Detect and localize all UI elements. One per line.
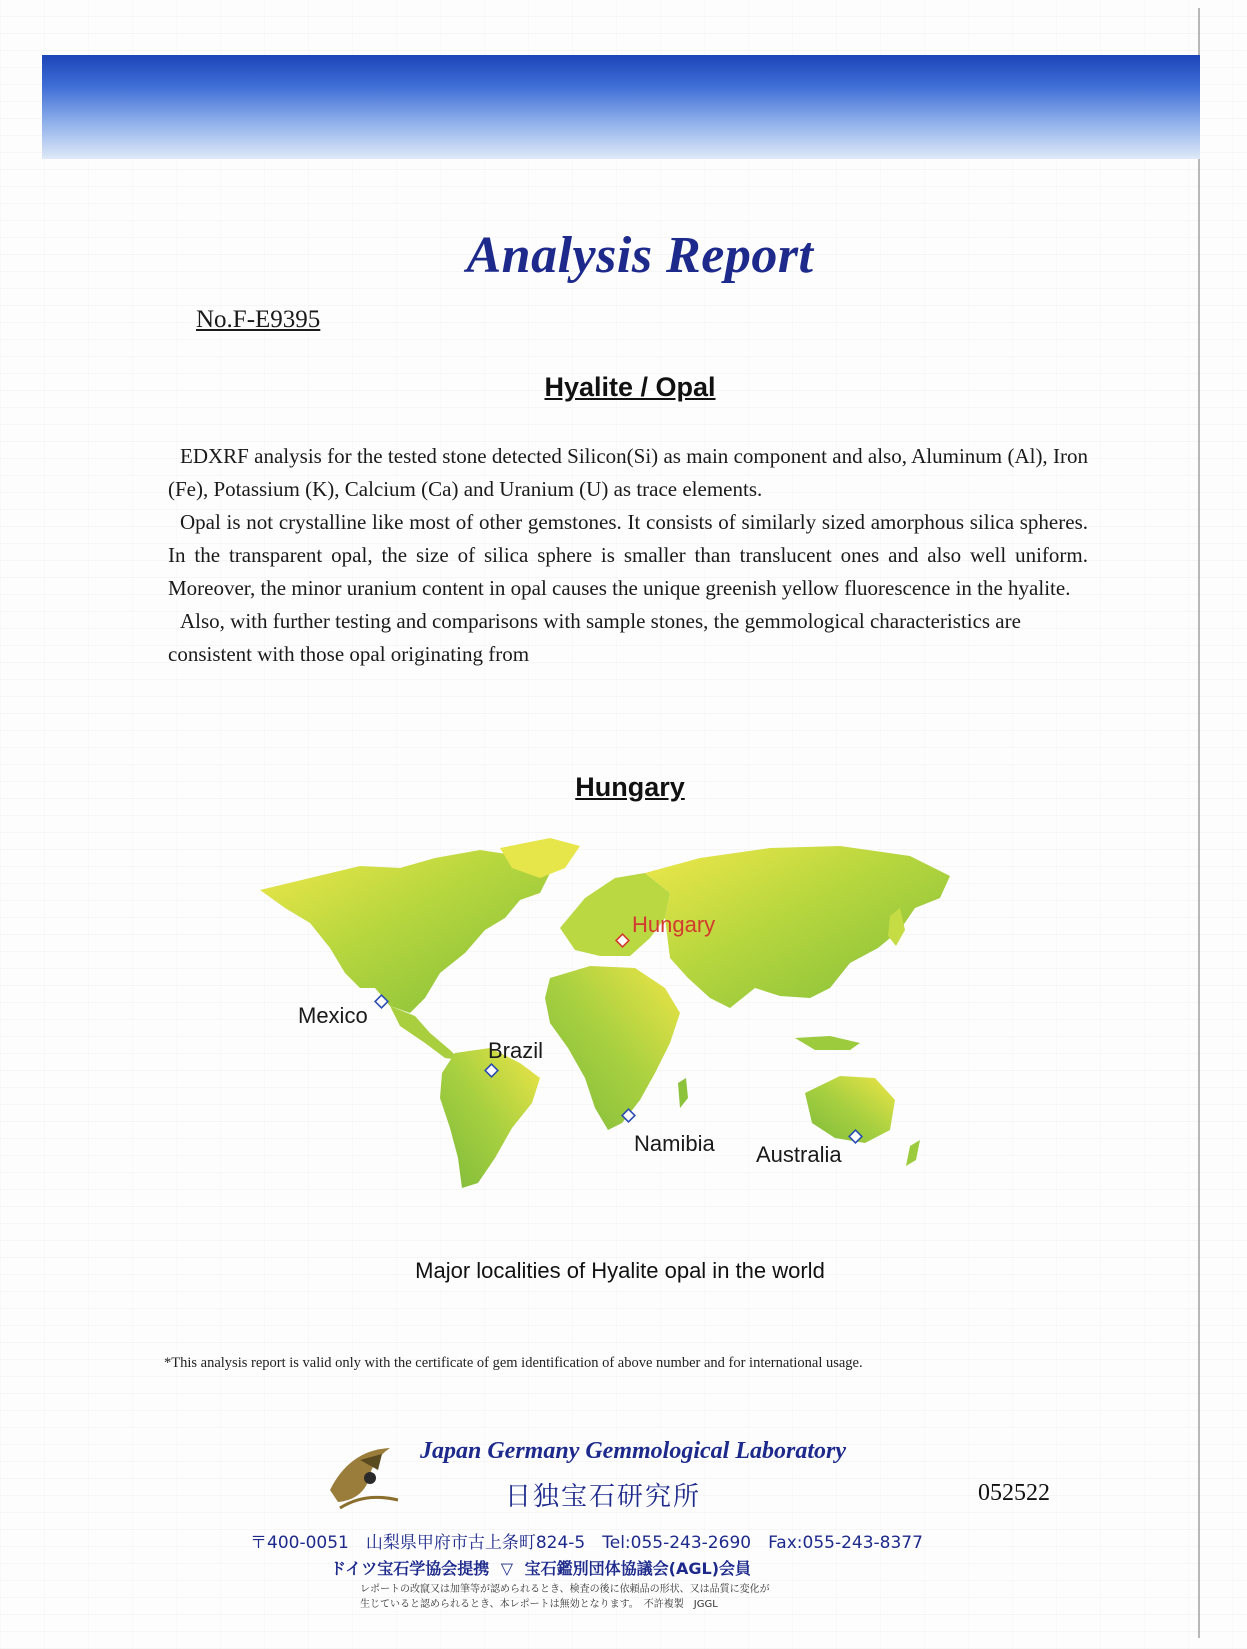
fineprint-line-1: レポートの改竄又は加筆等が認められるとき、検査の後に依頼品の形状、又は品質に変化が xyxy=(360,1584,770,1595)
lab-name-english: Japan Germany Gemmological Laboratory xyxy=(420,1438,846,1464)
paragraph-edxrf: EDXRF analysis for the tested stone detected Silicon(Si) as main component and also, Aluminum (Al), Iron (Fe), Potassium (K), Calcium (Ca) and Uranium (U) as trace elements. xyxy=(168,444,1088,501)
continent-indonesia xyxy=(795,1036,860,1050)
report-number: No.F-E9395 xyxy=(196,306,321,333)
continent-new-zealand xyxy=(906,1140,920,1166)
affiliation-agl-member: 宝石鑑別団体協議会(AGL)会員 xyxy=(524,1559,752,1578)
continent-australia xyxy=(805,1076,895,1143)
validity-disclaimer: *This analysis report is valid only with the certificate of gem identification of above number and for international usage. xyxy=(164,1355,863,1371)
lab-logo-icon xyxy=(320,1430,410,1520)
report-title: Analysis Report xyxy=(466,227,814,284)
label-mexico: Mexico xyxy=(298,1003,368,1028)
continent-madagascar xyxy=(678,1078,688,1108)
fineprint-line-2: 生じていると認められるとき、本レポートは無効となります。 不許複製 JGGL xyxy=(360,1599,718,1610)
fineprint-notice xyxy=(360,1582,920,1612)
page-edge-line xyxy=(1198,8,1200,1638)
label-australia: Australia xyxy=(756,1142,842,1167)
world-map xyxy=(250,838,970,1258)
world-map-graphic xyxy=(250,838,970,1258)
paragraph-structure: Opal is not crystalline like most of other gemstones. It consists of similarly sized amorphous silica spheres. In the transparent opal, the size of silica sphere is smaller than translucent ones and also well uniform. Moreover, the minor uranium content in opal causes the unique greenish yellow fluorescence in the hyalite. xyxy=(168,510,1088,600)
origin-country: Hungary xyxy=(575,772,685,802)
continent-central-america xyxy=(390,1006,460,1060)
continent-africa xyxy=(545,966,680,1130)
map-caption: Major localities of Hyalite opal in the world xyxy=(415,1258,825,1283)
analysis-text xyxy=(168,440,1088,671)
stone-identification: Hyalite / Opal xyxy=(544,372,716,402)
label-brazil: Brazil xyxy=(488,1038,544,1063)
paragraph-origin: Also, with further testing and comparisons with sample stones, the gemmological characteristics are consistent with those opal originating from xyxy=(168,609,1021,666)
lab-address: 〒400-0051 山梨県甲府市古上条町824-5 Tel:055-243-2690 Fax:055-243-8377 xyxy=(250,1533,923,1553)
label-hungary: Hungary xyxy=(632,912,716,937)
label-namibia: Namibia xyxy=(634,1131,715,1156)
shield-icon: ▽ xyxy=(500,1559,514,1578)
lab-name-japanese: 日独宝石研究所 xyxy=(505,1482,702,1512)
lab-affiliations xyxy=(330,1556,751,1579)
continent-north-america xyxy=(260,850,550,1013)
serial-number: 052522 xyxy=(978,1480,1050,1506)
affiliation-german-society: ドイツ宝石学協会提携 xyxy=(330,1559,490,1578)
header-banner xyxy=(42,55,1200,159)
